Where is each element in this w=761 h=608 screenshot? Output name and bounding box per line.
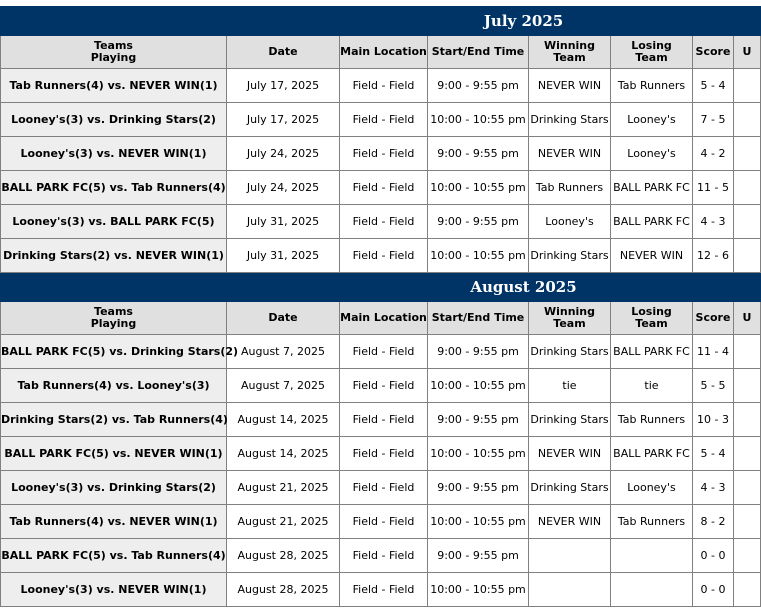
game-row: [1, 539, 761, 573]
losing-team-cell: BALL PARK FC: [611, 335, 693, 369]
game-row: [1, 369, 761, 403]
teams-playing-cell: BALL PARK FC(5) vs. NEVER WIN(1): [1, 437, 227, 471]
location-cell: Field - Field: [340, 103, 428, 137]
teams-playing-cell: Looney's(3) vs. BALL PARK FC(5): [1, 205, 227, 239]
time-cell: 10:00 - 10:55 pm: [428, 437, 529, 471]
time-cell: 9:00 - 9:55 pm: [428, 137, 529, 171]
teams-playing-cell: BALL PARK FC(5) vs. Tab Runners(4): [1, 171, 227, 205]
losing-team-cell: [611, 539, 693, 573]
teams-playing-cell: Drinking Stars(2) vs. Tab Runners(4): [1, 403, 227, 437]
losing-team-cell: Tab Runners: [611, 403, 693, 437]
winning-team-header: [529, 36, 611, 69]
date-cell: August 21, 2025: [227, 505, 340, 539]
losing-team-header: [611, 302, 693, 335]
start-end-time-header: [428, 302, 529, 335]
main-location-header-label: Main Location: [340, 311, 427, 324]
winning-team-cell: Drinking Stars: [529, 335, 611, 369]
teams-playing-cell: BALL PARK FC(5) vs. Drinking Stars(2): [1, 335, 227, 369]
winning-team-cell: Tab Runners: [529, 171, 611, 205]
teams-playing-cell: Looney's(3) vs. Drinking Stars(2): [1, 103, 227, 137]
losing-team-cell: tie: [611, 369, 693, 403]
losing-team-cell: BALL PARK FC: [611, 171, 693, 205]
location-cell: Field - Field: [340, 239, 428, 273]
date-cell: August 7, 2025: [227, 335, 340, 369]
schedule-wrapper: [0, 6, 760, 607]
date-cell: August 14, 2025: [227, 403, 340, 437]
score-cell: 4 - 3: [693, 205, 734, 239]
extra-cell: [734, 171, 761, 205]
teams-playing-cell: Looney's(3) vs. NEVER WIN(1): [1, 137, 227, 171]
date-cell: July 31, 2025: [227, 205, 340, 239]
extra-header: [734, 302, 761, 335]
location-cell: Field - Field: [340, 403, 428, 437]
score-header: [693, 36, 734, 69]
score-cell: 11 - 5: [693, 171, 734, 205]
score-cell: 4 - 3: [693, 471, 734, 505]
teams-playing-cell: BALL PARK FC(5) vs. Tab Runners(4): [1, 539, 227, 573]
game-row: [1, 505, 761, 539]
time-cell: 10:00 - 10:55 pm: [428, 103, 529, 137]
main-location-header: [340, 36, 428, 69]
losing-team-cell: Looney's: [611, 103, 693, 137]
teams-playing-header-label: Teams Playing: [90, 39, 137, 64]
score-header: [693, 302, 734, 335]
start-end-time-header-label: Start/End Time: [431, 311, 525, 324]
time-cell: 10:00 - 10:55 pm: [428, 505, 529, 539]
date-cell: August 28, 2025: [227, 573, 340, 607]
winning-team-cell: NEVER WIN: [529, 69, 611, 103]
main-location-header: [340, 302, 428, 335]
score-header-label: Score: [695, 45, 731, 58]
losing-team-cell: BALL PARK FC: [611, 437, 693, 471]
location-cell: Field - Field: [340, 205, 428, 239]
date-cell: August 21, 2025: [227, 471, 340, 505]
losing-team-cell: Looney's: [611, 471, 693, 505]
date-cell: July 17, 2025: [227, 69, 340, 103]
time-cell: 9:00 - 9:55 pm: [428, 403, 529, 437]
losing-team-header: [611, 36, 693, 69]
month-header: [1, 273, 761, 302]
date-header: [227, 36, 340, 69]
winning-team-cell: Drinking Stars: [529, 239, 611, 273]
winning-team-cell: [529, 539, 611, 573]
month-title: August 2025: [470, 278, 577, 296]
time-cell: 9:00 - 9:55 pm: [428, 539, 529, 573]
location-cell: Field - Field: [340, 539, 428, 573]
date-header-label: Date: [268, 45, 298, 58]
game-row: [1, 437, 761, 471]
time-cell: 9:00 - 9:55 pm: [428, 335, 529, 369]
extra-cell: [734, 103, 761, 137]
score-cell: 10 - 3: [693, 403, 734, 437]
extra-cell: [734, 205, 761, 239]
teams-playing-cell: Drinking Stars(2) vs. NEVER WIN(1): [1, 239, 227, 273]
game-row: [1, 137, 761, 171]
score-cell: 0 - 0: [693, 573, 734, 607]
game-row: [1, 403, 761, 437]
losing-team-header-label: Losing Team: [631, 39, 672, 64]
extra-cell: [734, 69, 761, 103]
time-cell: 9:00 - 9:55 pm: [428, 205, 529, 239]
game-row: [1, 335, 761, 369]
extra-cell: [734, 335, 761, 369]
extra-cell: [734, 505, 761, 539]
location-cell: Field - Field: [340, 471, 428, 505]
score-header-label: Score: [695, 311, 731, 324]
score-cell: 5 - 5: [693, 369, 734, 403]
start-end-time-header-label: Start/End Time: [431, 45, 525, 58]
score-cell: 8 - 2: [693, 505, 734, 539]
winning-team-header-label: Winning Team: [543, 305, 596, 330]
winning-team-cell: Drinking Stars: [529, 103, 611, 137]
teams-playing-cell: Looney's(3) vs. Drinking Stars(2): [1, 471, 227, 505]
time-cell: 10:00 - 10:55 pm: [428, 573, 529, 607]
game-row: [1, 239, 761, 273]
teams-playing-cell: Looney's(3) vs. NEVER WIN(1): [1, 573, 227, 607]
game-row: [1, 205, 761, 239]
location-cell: Field - Field: [340, 335, 428, 369]
teams-playing-cell: Tab Runners(4) vs. NEVER WIN(1): [1, 69, 227, 103]
extra-header-label: U: [742, 311, 752, 324]
location-cell: Field - Field: [340, 171, 428, 205]
losing-team-header-label: Losing Team: [631, 305, 672, 330]
game-row: [1, 69, 761, 103]
date-cell: August 7, 2025: [227, 369, 340, 403]
time-cell: 10:00 - 10:55 pm: [428, 171, 529, 205]
main-location-header-label: Main Location: [340, 45, 427, 58]
extra-cell: [734, 239, 761, 273]
teams-playing-header: [1, 302, 227, 335]
date-cell: July 31, 2025: [227, 239, 340, 273]
losing-team-cell: Tab Runners: [611, 505, 693, 539]
date-header: [227, 302, 340, 335]
winning-team-cell: Drinking Stars: [529, 403, 611, 437]
time-cell: 9:00 - 9:55 pm: [428, 69, 529, 103]
extra-cell: [734, 471, 761, 505]
score-cell: 7 - 5: [693, 103, 734, 137]
score-cell: 5 - 4: [693, 69, 734, 103]
location-cell: Field - Field: [340, 69, 428, 103]
winning-team-cell: Looney's: [529, 205, 611, 239]
extra-cell: [734, 369, 761, 403]
winning-team-header-label: Winning Team: [543, 39, 596, 64]
location-cell: Field - Field: [340, 505, 428, 539]
month-header-row: [1, 273, 761, 302]
teams-playing-header-label: Teams Playing: [90, 305, 137, 330]
score-cell: 4 - 2: [693, 137, 734, 171]
extra-header-label: U: [742, 45, 752, 58]
date-header-label: Date: [268, 311, 298, 324]
location-cell: Field - Field: [340, 573, 428, 607]
winning-team-cell: NEVER WIN: [529, 137, 611, 171]
winning-team-cell: [529, 573, 611, 607]
location-cell: Field - Field: [340, 369, 428, 403]
extra-cell: [734, 437, 761, 471]
time-cell: 9:00 - 9:55 pm: [428, 471, 529, 505]
date-cell: July 17, 2025: [227, 103, 340, 137]
extra-cell: [734, 539, 761, 573]
winning-team-header: [529, 302, 611, 335]
date-cell: August 14, 2025: [227, 437, 340, 471]
game-row: [1, 573, 761, 607]
month-title: July 2025: [483, 12, 564, 30]
extra-header: [734, 36, 761, 69]
month-header: [1, 7, 761, 36]
month-header-row: [1, 7, 761, 36]
extra-cell: [734, 573, 761, 607]
date-cell: July 24, 2025: [227, 171, 340, 205]
score-cell: 11 - 4: [693, 335, 734, 369]
column-header-row: [1, 36, 761, 69]
game-row: [1, 171, 761, 205]
winning-team-cell: Drinking Stars: [529, 471, 611, 505]
teams-playing-cell: Tab Runners(4) vs. NEVER WIN(1): [1, 505, 227, 539]
losing-team-cell: [611, 573, 693, 607]
game-row: [1, 471, 761, 505]
date-cell: July 24, 2025: [227, 137, 340, 171]
schedule-body: [1, 7, 761, 607]
date-cell: August 28, 2025: [227, 539, 340, 573]
location-cell: Field - Field: [340, 437, 428, 471]
time-cell: 10:00 - 10:55 pm: [428, 239, 529, 273]
game-row: [1, 103, 761, 137]
losing-team-cell: Looney's: [611, 137, 693, 171]
winning-team-cell: NEVER WIN: [529, 437, 611, 471]
extra-cell: [734, 137, 761, 171]
teams-playing-header: [1, 36, 227, 69]
teams-playing-cell: Tab Runners(4) vs. Looney's(3): [1, 369, 227, 403]
losing-team-cell: BALL PARK FC: [611, 205, 693, 239]
extra-cell: [734, 403, 761, 437]
time-cell: 10:00 - 10:55 pm: [428, 369, 529, 403]
start-end-time-header: [428, 36, 529, 69]
losing-team-cell: Tab Runners: [611, 69, 693, 103]
score-cell: 0 - 0: [693, 539, 734, 573]
location-cell: Field - Field: [340, 137, 428, 171]
winning-team-cell: tie: [529, 369, 611, 403]
column-header-row: [1, 302, 761, 335]
schedule-table: [0, 6, 761, 607]
score-cell: 5 - 4: [693, 437, 734, 471]
score-cell: 12 - 6: [693, 239, 734, 273]
losing-team-cell: NEVER WIN: [611, 239, 693, 273]
winning-team-cell: NEVER WIN: [529, 505, 611, 539]
